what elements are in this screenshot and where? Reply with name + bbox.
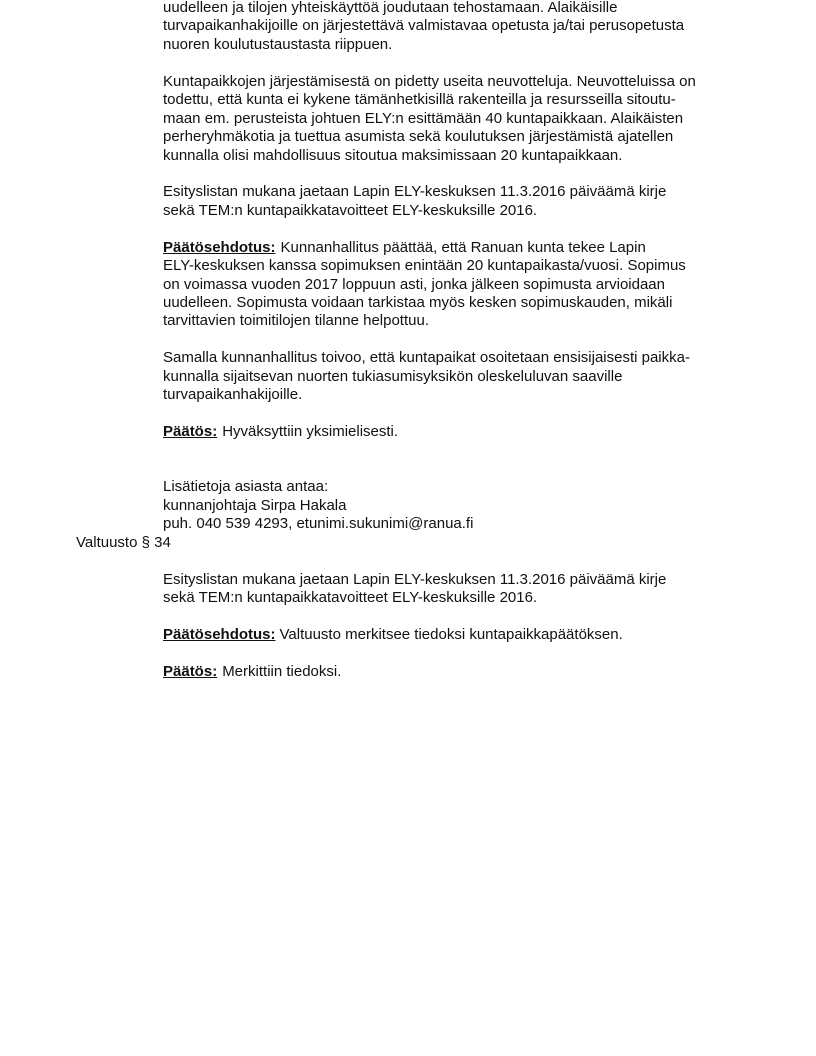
text-line: Kuntapaikkojen järjestämisestä on pidetty useita neuvotteluja. Neuvotteluissa on xyxy=(163,72,696,90)
text-line: Samalla kunnanhallitus toivoo, että kuntapaikat osoitetaan ensisijaisesti paikka- xyxy=(163,349,690,367)
paragraph xyxy=(0,349,816,404)
decision-text: Hyväksyttiin yksimielisesti. xyxy=(222,423,399,441)
text-line: on voimassa vuoden 2017 loppuun asti, jonka jälkeen sopimusta arvioidaan xyxy=(163,275,665,293)
paragraph xyxy=(0,571,816,608)
text-line: nuoren koulutustaustasta riippuen. xyxy=(163,35,393,53)
text-line: uudelleen ja tilojen yhteiskäyttöä joudutaan tehostamaan. Alaikäisille xyxy=(163,0,618,16)
contact-info xyxy=(0,478,816,533)
text-line: kunnalla olisi mahdollisuus sitoutua maksimissaan 20 kuntapaikkaan. xyxy=(163,146,623,164)
text-line: kunnalla sijaitsevan nuorten tukiasumisyksikön oleskeluluvan saaville xyxy=(163,367,623,385)
proposal-paragraph xyxy=(0,239,816,331)
text-line: perheryhmäkotia ja tuettua asumista sekä koulutuksen järjestämistä ajatellen xyxy=(163,128,674,146)
text-line: uudelleen. Sopimusta voidaan tarkistaa myös kesken sopimuskauden, mikäli xyxy=(163,294,673,311)
text-line: Esityslistan mukana jaetaan Lapin ELY-keskuksen 11.3.2016 päiväämä kirje xyxy=(163,570,667,588)
text-line: puh. 040 539 4293, etunimi.sukunimi@ranua.fi xyxy=(163,515,474,533)
proposal-line xyxy=(0,626,816,644)
text-line: tarvittavien toimitilojen tilanne helpottuu. xyxy=(163,312,429,330)
text-line: Lisätietoja asiasta antaa: xyxy=(163,478,329,496)
paragraph xyxy=(0,73,816,165)
text-line: maan em. perusteista johtuen ELY:n esittämään 40 kuntapaikkaan. Alaikäisten xyxy=(163,109,684,127)
text-line: kunnanjohtaja Sirpa Hakala xyxy=(163,496,347,514)
text-line: ELY-keskuksen kanssa sopimuksen enintään 20 kuntapaikasta/vuosi. Sopimus xyxy=(163,257,686,275)
text-line xyxy=(0,239,816,257)
proposal-label: Päätösehdotus: xyxy=(163,238,276,256)
text-line: sekä TEM:n kuntapaikkatavoitteet ELY-keskuksille 2016. xyxy=(163,201,538,219)
paragraph xyxy=(0,0,816,54)
section-heading: Valtuusto § 34 xyxy=(76,533,171,551)
decision-text: Merkittiin tiedoksi. xyxy=(222,662,342,680)
text-line: Esityslistan mukana jaetaan Lapin ELY-keskuksen 11.3.2016 päiväämä kirje xyxy=(163,183,667,201)
proposal-text: Valtuusto merkitsee tiedoksi kuntapaikkapäätöksen. xyxy=(279,625,623,643)
text-line: todettu, että kunta ei kykene tämänhetkisillä rakenteilla ja resursseilla sitoutu- xyxy=(163,91,676,109)
decision-line xyxy=(0,663,816,681)
proposal-label: Päätösehdotus: xyxy=(163,625,276,643)
paragraph xyxy=(0,183,816,220)
text-line: turvapaikanhakijoille. xyxy=(163,386,303,404)
decision-label: Päätös: xyxy=(163,662,218,680)
decision-line xyxy=(0,423,816,441)
text-line: sekä TEM:n kuntapaikkatavoitteet ELY-keskuksille 2016. xyxy=(163,589,538,606)
decision-label: Päätös: xyxy=(163,423,218,441)
proposal-text: Kunnanhallitus päättää, että Ranuan kunta tekee Lapin xyxy=(280,238,646,256)
text-line: turvapaikanhakijoille on järjestettävä valmistavaa opetusta ja/tai perusopetusta xyxy=(163,17,685,35)
